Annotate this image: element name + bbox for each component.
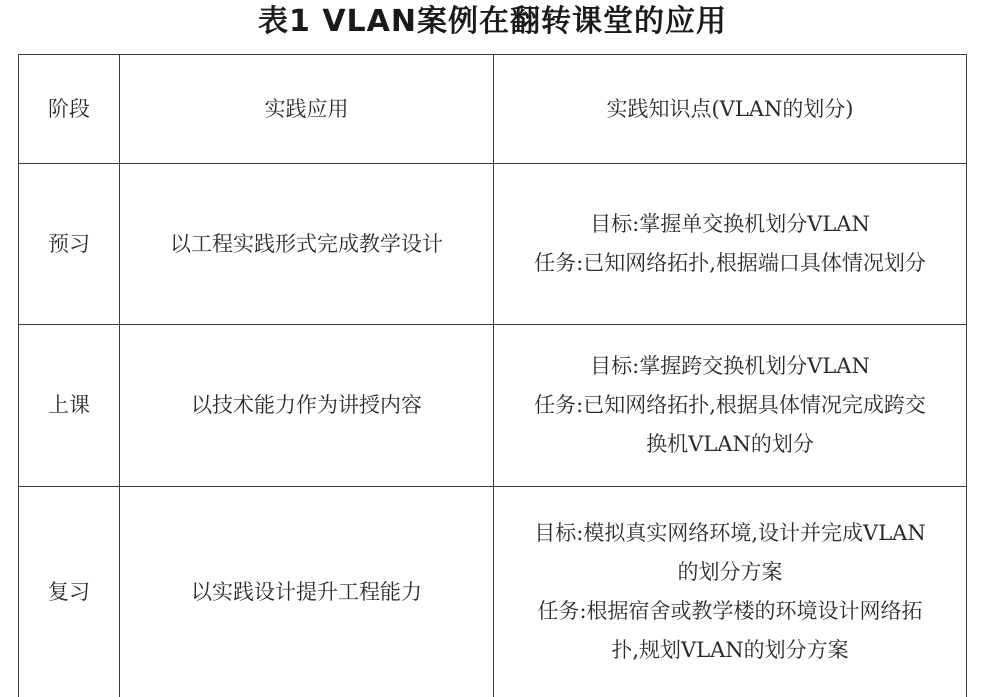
knowledge-line: 目标:掌握跨交换机划分VLAN <box>504 347 956 386</box>
table-row <box>19 487 967 697</box>
header-application: 实践应用 <box>120 55 494 164</box>
header-knowledge-points: 实践知识点(VLAN的划分) <box>494 55 967 164</box>
cell-stage: 复习 <box>19 487 120 697</box>
table-row <box>19 164 967 325</box>
table-row <box>19 325 967 487</box>
table-header-row <box>19 55 967 164</box>
header-stage: 阶段 <box>19 55 120 164</box>
knowledge-line: 目标:掌握单交换机划分VLAN <box>504 205 956 244</box>
knowledge-line: 任务:已知网络拓扑,根据端口具体情况划分 <box>504 244 956 283</box>
knowledge-line: 任务:已知网络拓扑,根据具体情况完成跨交 <box>504 386 956 425</box>
cell-application: 以工程实践形式完成教学设计 <box>120 164 494 325</box>
knowledge-line: 任务:根据宿舍或教学楼的环境设计网络拓 <box>504 592 956 631</box>
cell-application: 以技术能力作为讲授内容 <box>120 325 494 487</box>
knowledge-line: 扑,规划VLAN的划分方案 <box>504 631 956 670</box>
cell-knowledge-points <box>494 487 967 697</box>
cell-stage: 预习 <box>19 164 120 325</box>
vlan-application-table <box>18 54 967 697</box>
cell-knowledge-points <box>494 164 967 325</box>
cell-application: 以实践设计提升工程能力 <box>120 487 494 697</box>
cell-knowledge-points <box>494 325 967 487</box>
table-title: 表1 VLAN案例在翻转课堂的应用 <box>0 2 985 42</box>
knowledge-line: 的划分方案 <box>504 553 956 592</box>
knowledge-line: 目标:模拟真实网络环境,设计并完成VLAN <box>504 514 956 553</box>
knowledge-line: 换机VLAN的划分 <box>504 425 956 464</box>
cell-stage: 上课 <box>19 325 120 487</box>
